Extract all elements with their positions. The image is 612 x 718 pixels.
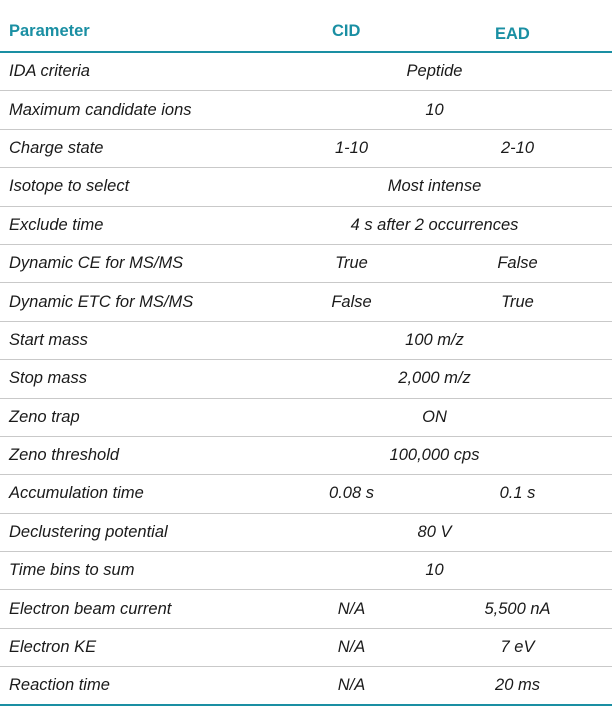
table-row — [0, 629, 612, 667]
header-ead: EAD — [495, 25, 530, 43]
table-row — [0, 514, 612, 552]
row-value: 80 V — [417, 522, 452, 541]
row-parameter: IDA criteria — [9, 62, 90, 81]
row-cid-value: N/A — [337, 599, 366, 618]
table-row — [0, 475, 612, 513]
row-cid-value: N/A — [337, 638, 366, 657]
row-ead-value: 20 ms — [495, 675, 540, 694]
row-value: 2,000 m/z — [398, 369, 471, 388]
table-row — [0, 130, 612, 168]
row-value: 10 — [425, 100, 444, 119]
row-value: Peptide — [406, 62, 463, 81]
row-cid-value: N/A — [337, 675, 366, 694]
row-value: 100,000 cps — [389, 446, 480, 465]
table-row — [0, 283, 612, 321]
row-parameter: Electron KE — [9, 638, 97, 657]
row-value: 100 m/z — [405, 330, 464, 349]
row-parameter: Declustering potential — [9, 522, 168, 541]
table-row — [0, 590, 612, 628]
row-parameter: Isotope to select — [9, 177, 130, 196]
row-ead-value: True — [501, 292, 534, 311]
row-cid-value: False — [331, 292, 372, 311]
row-parameter: Stop mass — [9, 369, 87, 388]
row-value: Most intense — [387, 177, 482, 196]
row-ead-value: 5,500 nA — [484, 599, 551, 618]
table-row — [0, 399, 612, 437]
row-cid-value: True — [335, 254, 368, 273]
header-parameter: Parameter — [9, 22, 90, 40]
table-row — [0, 245, 612, 283]
row-value: 10 — [425, 561, 444, 580]
table-header — [0, 0, 612, 53]
row-parameter: Accumulation time — [9, 484, 144, 503]
row-cid-value: 1-10 — [334, 138, 369, 157]
row-value: 4 s after 2 occurrences — [350, 215, 519, 234]
row-parameter: Charge state — [9, 138, 104, 157]
table-row — [0, 322, 612, 360]
row-ead-value: 2-10 — [500, 138, 535, 157]
table-row — [0, 53, 612, 91]
row-parameter: Electron beam current — [9, 599, 172, 618]
row-parameter: Exclude time — [9, 215, 104, 234]
table-row — [0, 552, 612, 590]
row-ead-value: 0.1 s — [499, 484, 536, 503]
row-parameter: Dynamic CE for MS/MS — [9, 254, 184, 273]
table-row — [0, 360, 612, 398]
row-parameter: Zeno threshold — [9, 446, 120, 465]
table-row — [0, 168, 612, 206]
row-parameter: Maximum candidate ions — [9, 100, 192, 119]
row-parameter: Zeno trap — [9, 407, 80, 426]
row-parameter: Start mass — [9, 330, 88, 349]
row-parameter: Reaction time — [9, 675, 110, 694]
row-parameter: Time bins to sum — [9, 561, 135, 580]
table-row — [0, 91, 612, 129]
row-ead-value: 7 eV — [500, 638, 535, 657]
table-row — [0, 207, 612, 245]
header-cid: CID — [332, 22, 361, 40]
table-row — [0, 667, 612, 705]
row-value: ON — [422, 407, 447, 426]
row-ead-value: False — [497, 254, 538, 273]
table-row — [0, 437, 612, 475]
row-cid-value: 0.08 s — [329, 484, 374, 503]
row-parameter: Dynamic ETC for MS/MS — [9, 292, 194, 311]
